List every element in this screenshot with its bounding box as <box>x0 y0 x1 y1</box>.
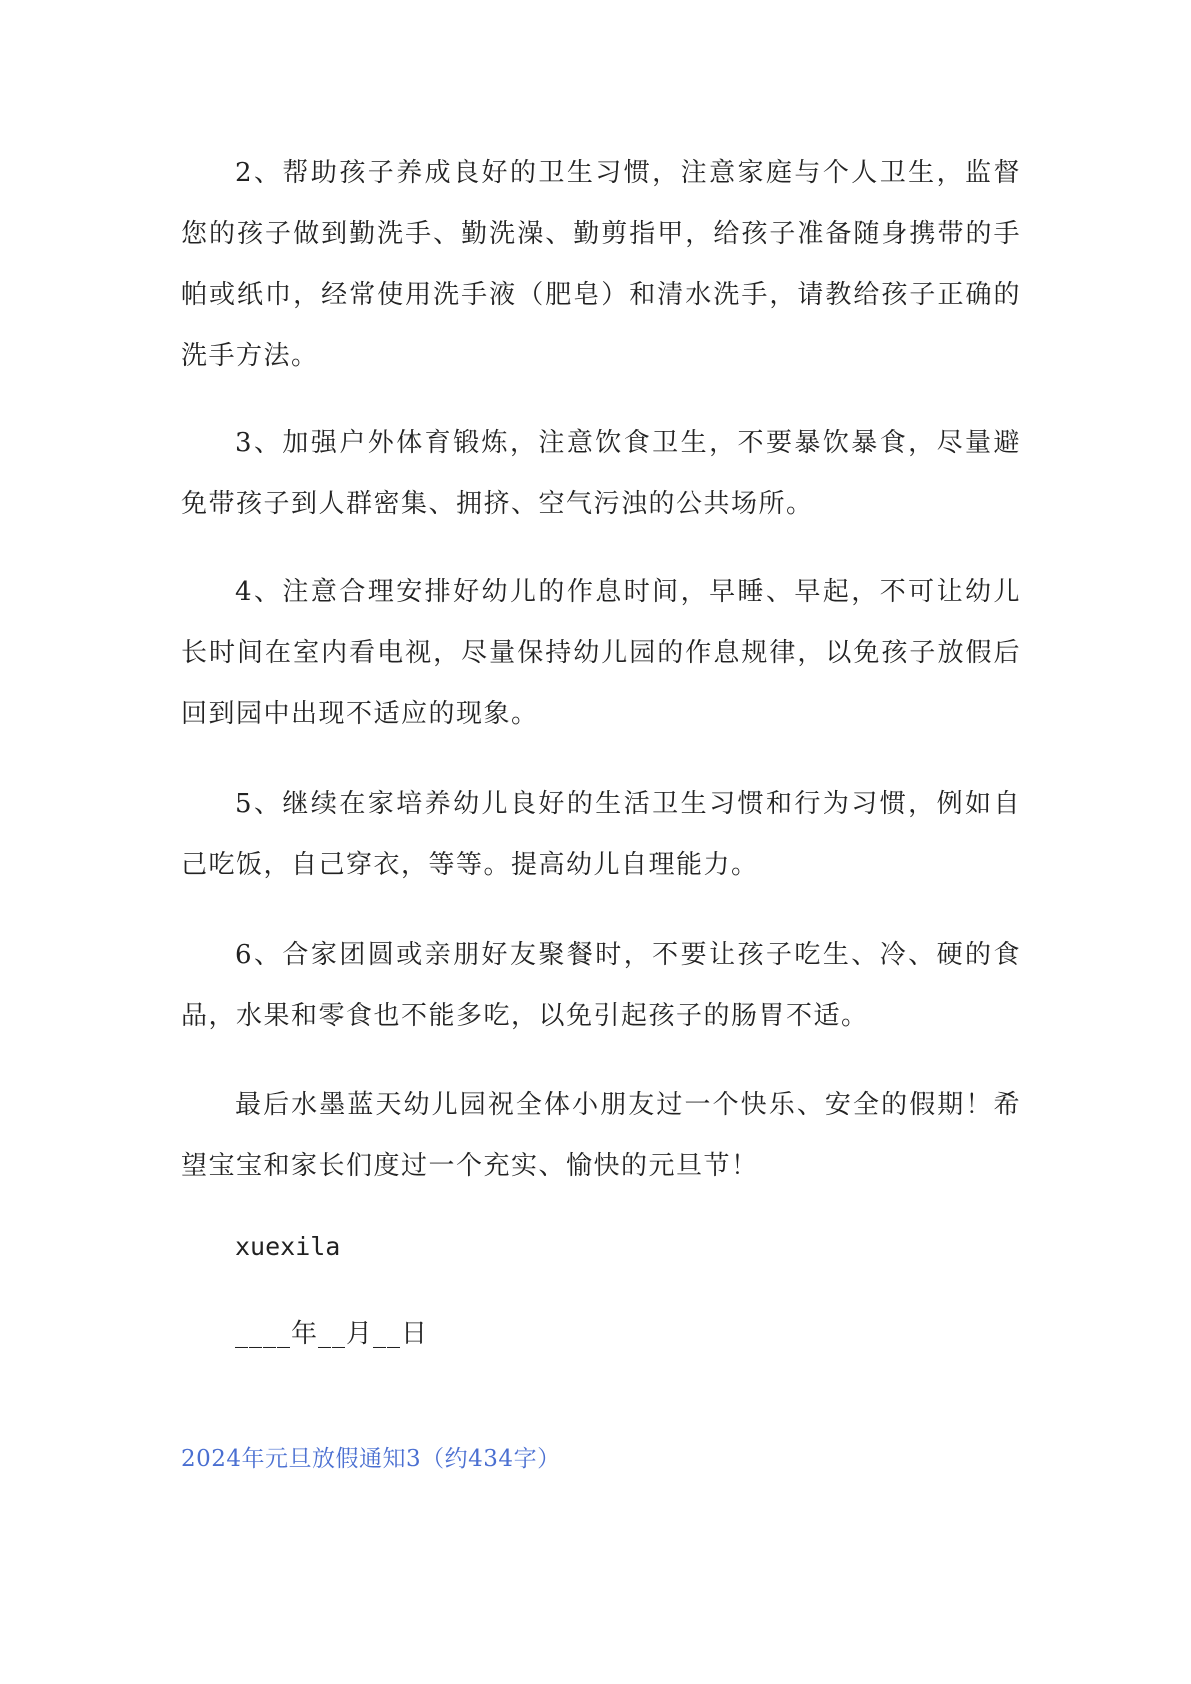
closing-paragraph: 最后水墨蓝天幼儿园祝全体小朋友过一个快乐、安全的假期！希望宝宝和家长们度过一个充实、愉快的元旦节！ <box>181 1090 1021 1181</box>
date-line: ____年__月__日 <box>235 1319 429 1349</box>
paragraph-item-5: 5、继续在家培养幼儿良好的生活卫生习惯和行为习惯，例如自己吃饭，自己穿衣，等等。提高幼儿自理能力。 <box>181 789 1021 880</box>
paragraph-item-4: 4、注意合理安排好幼儿的作息时间，早睡、早起，不可让幼儿长时间在室内看电视，尽量保持幼儿园的作息规律，以免孩子放假后回到园中出现不适应的现象。 <box>181 577 1021 729</box>
signature: xuexila <box>235 1232 341 1261</box>
paragraph-item-6: 6、合家团圆或亲朋好友聚餐时，不要让孩子吃生、冷、硬的食品，水果和零食也不能多吃，以免引起孩子的肠胃不适。 <box>181 940 1021 1031</box>
paragraph-item-3: 3、加强户外体育锻炼，注意饮食卫生，不要暴饮暴食，尽量避免带孩子到人群密集、拥挤、空气污浊的公共场所。 <box>181 428 1021 519</box>
paragraph-item-2: 2、帮助孩子养成良好的卫生习惯，注意家庭与个人卫生，监督您的孩子做到勤洗手、勤洗澡、勤剪指甲，给孩子准备随身携带的手帕或纸巾，经常使用洗手液（肥皂）和清水洗手，请教给孩子正确的洗手方法。 <box>181 158 1021 371</box>
next-section-link[interactable]: 2024年元旦放假通知3（约434字） <box>181 1446 561 1472</box>
